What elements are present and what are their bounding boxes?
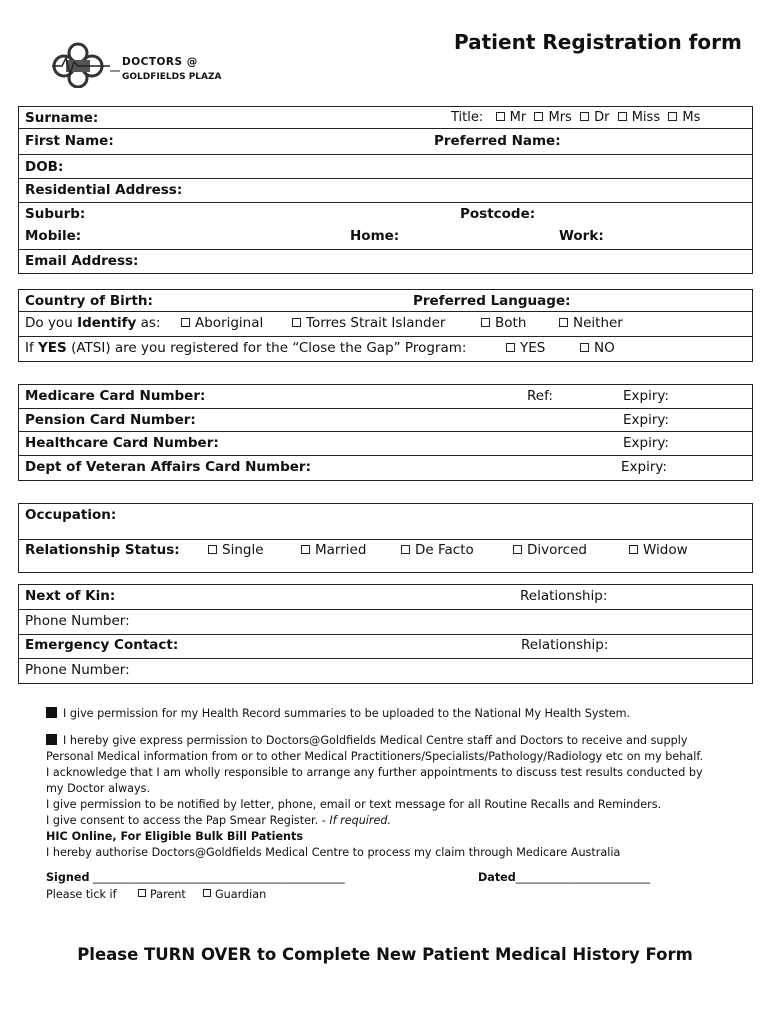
guardian-tick-row	[46, 887, 736, 903]
tick-option-guardian[interactable]: Guardian	[203, 887, 266, 903]
next-of-kin-label: Next of Kin:	[25, 588, 116, 604]
signed-label: Signed	[46, 871, 90, 884]
turn-over-notice: Please TURN OVER to Complete New Patient Medical History Form	[77, 945, 693, 964]
title-option-mrs[interactable]: Mrs	[534, 110, 571, 125]
medicare-expiry-label: Expiry:	[623, 388, 669, 404]
identify-question: Do you Identify as:	[25, 315, 161, 331]
title-option-miss[interactable]: Miss	[618, 110, 660, 125]
personal-details-section	[18, 106, 753, 274]
status-option-married[interactable]: Married	[301, 542, 366, 558]
email-row[interactable]	[19, 250, 752, 273]
first-name-label: First Name:	[25, 133, 114, 149]
relationship-status-label: Relationship Status:	[25, 542, 180, 558]
status-option-de-facto[interactable]: De Facto	[401, 542, 474, 558]
clinic-logo	[50, 42, 230, 88]
logo-line2: GOLDFIELDS PLAZA	[122, 72, 222, 82]
consent-line: I give permission to be notified by letter, phone, email or text message for all Routine Recalls and Reminders.	[46, 798, 662, 811]
signature-row	[46, 870, 736, 886]
consent-line: my Doctor always.	[46, 782, 151, 795]
dated-field[interactable]: Dated________________________	[478, 871, 651, 884]
residential-address-label: Residential Address:	[25, 182, 183, 198]
status-option-divorced[interactable]: Divorced	[513, 542, 587, 558]
occupation-section	[18, 503, 753, 573]
title-option-ms[interactable]: Ms	[668, 110, 700, 125]
dva-expiry-label: Expiry:	[621, 459, 667, 475]
identify-option-aboriginal[interactable]: Aboriginal	[181, 315, 263, 331]
mobile-label: Mobile:	[25, 228, 82, 244]
emergency-relationship-label: Relationship:	[521, 637, 609, 653]
status-option-widow[interactable]: Widow	[629, 542, 688, 558]
preferred-language-label: Preferred Language:	[413, 293, 571, 309]
next-of-kin-relationship-label: Relationship:	[520, 588, 608, 604]
consent-my-health-record: I give permission for my Health Record summaries to be uploaded to the National My Health System.	[46, 706, 736, 722]
checkbox-icon	[580, 112, 589, 121]
checkbox-icon	[292, 318, 301, 327]
checked-checkbox-icon[interactable]	[46, 707, 57, 718]
close-the-gap-question: If YES (ATSI) are you registered for the “Close the Gap” Program:	[25, 340, 467, 356]
suburb-row[interactable]	[19, 203, 752, 226]
checkbox-icon	[513, 545, 522, 554]
checkbox-icon	[203, 889, 211, 897]
checkbox-icon	[401, 545, 410, 554]
checkbox-icon	[506, 343, 515, 352]
pension-label: Pension Card Number:	[25, 412, 196, 428]
identify-row	[19, 312, 752, 337]
pension-expiry-label: Expiry:	[623, 412, 669, 428]
occupation-label: Occupation:	[25, 507, 117, 523]
status-option-single[interactable]: Single	[208, 542, 264, 558]
checkbox-icon	[668, 112, 677, 121]
checkbox-icon	[580, 343, 589, 352]
dob-row[interactable]	[19, 155, 752, 179]
pension-row[interactable]	[19, 409, 752, 432]
checkbox-icon	[138, 889, 146, 897]
identify-option-both[interactable]: Both	[481, 315, 526, 331]
medicare-ref-label: Ref:	[527, 388, 553, 404]
next-of-kin-section	[18, 584, 753, 684]
checkbox-icon	[208, 545, 217, 554]
pap-smear-consent: I give consent to access the Pap Smear Register. - If required.	[46, 814, 392, 827]
first-name-row[interactable]	[19, 129, 752, 155]
title-label: Title:	[451, 110, 484, 125]
checkbox-icon	[301, 545, 310, 554]
next-of-kin-phone-label: Phone Number:	[25, 613, 130, 629]
tick-option-parent[interactable]: Parent	[138, 887, 186, 903]
healthcare-expiry-label: Expiry:	[623, 435, 669, 451]
next-of-kin-row[interactable]	[19, 585, 752, 610]
country-row[interactable]	[19, 290, 752, 312]
dva-row[interactable]	[19, 456, 752, 480]
identify-option-torres-strait[interactable]: Torres Strait Islander	[292, 315, 445, 331]
cards-section	[18, 384, 753, 481]
postcode-label: Postcode:	[460, 206, 536, 222]
surname-label: Surname:	[25, 110, 99, 126]
close-the-gap-row	[19, 337, 752, 361]
page-title: Patient Registration form	[454, 30, 742, 54]
checkbox-icon	[559, 318, 568, 327]
hic-text: I hereby authorise Doctors@Goldfields Medical Centre to process my claim through Medicare Australia	[46, 846, 621, 859]
country-of-birth-label: Country of Birth:	[25, 293, 153, 309]
title-option-mr[interactable]: Mr	[496, 110, 527, 125]
hic-heading: HIC Online, For Eligible Bulk Bill Patients	[46, 830, 304, 843]
home-label: Home:	[350, 228, 400, 244]
occupation-row[interactable]	[19, 504, 752, 540]
close-the-gap-yes[interactable]: YES	[506, 340, 545, 356]
relationship-status-row	[19, 540, 752, 572]
surname-row	[19, 107, 752, 129]
preferred-name-label: Preferred Name:	[434, 133, 561, 149]
phone-row[interactable]	[19, 226, 752, 250]
healthcare-row[interactable]	[19, 432, 752, 456]
emergency-phone-row[interactable]	[19, 659, 752, 683]
checkbox-icon	[481, 318, 490, 327]
medicare-row[interactable]	[19, 385, 752, 409]
dob-label: DOB:	[25, 159, 64, 175]
tick-label: Please tick if	[46, 888, 117, 901]
next-of-kin-phone-row[interactable]	[19, 610, 752, 635]
close-the-gap-no[interactable]: NO	[580, 340, 615, 356]
consent-express-permission: I hereby give express permission to Doctors@Goldfields Medical Centre staff and Doctors to receive and supply Personal Medical information from or to other Medical Practitioners/Specialists/Pathology/Radiology etc on my behalf. I acknowledge that I am wholly responsible to arrange any further appointments to discuss test results conducted by my Doctor always. I give permission to be notified by letter, phone, email or text message for all Routine Recalls and Reminders. I give consent to access the Pap Smear Register. - If required. HIC Online, For Eligible Bulk Bill Patients I hereby authorise Doctors@Goldfields Medical Centre to process my claim through Medicare Australia	[46, 733, 736, 861]
checkbox-icon	[181, 318, 190, 327]
emergency-contact-row[interactable]	[19, 635, 752, 659]
checkbox-icon	[534, 112, 543, 121]
consent-line: Personal Medical information from or to other Medical Practitioners/Specialists/Pathology/Radiology etc on my behalf.	[46, 750, 703, 763]
clinic-logo-icon	[50, 42, 120, 88]
checkbox-icon	[618, 112, 627, 121]
emergency-phone-label: Phone Number:	[25, 662, 130, 678]
healthcare-label: Healthcare Card Number:	[25, 435, 219, 451]
title-option-dr[interactable]: Dr	[580, 110, 609, 125]
email-label: Email Address:	[25, 253, 139, 269]
medicare-label: Medicare Card Number:	[25, 388, 206, 404]
suburb-label: Suburb:	[25, 206, 86, 222]
emergency-contact-label: Emergency Contact:	[25, 637, 179, 653]
logo-line1: DOCTORS @	[122, 56, 198, 68]
signature-line[interactable]: _____________________________________________	[93, 871, 345, 884]
dva-label: Dept of Veteran Affairs Card Number:	[25, 459, 311, 475]
checked-checkbox-icon[interactable]	[46, 734, 57, 745]
origin-section	[18, 289, 753, 362]
address-row[interactable]	[19, 179, 752, 203]
consent-line: I acknowledge that I am wholly responsible to arrange any further appointments to discuss test results conducted by	[46, 766, 703, 779]
checkbox-icon	[496, 112, 505, 121]
work-label: Work:	[559, 228, 604, 244]
identify-option-neither[interactable]: Neither	[559, 315, 623, 331]
title-field	[451, 110, 700, 125]
checkbox-icon	[629, 545, 638, 554]
